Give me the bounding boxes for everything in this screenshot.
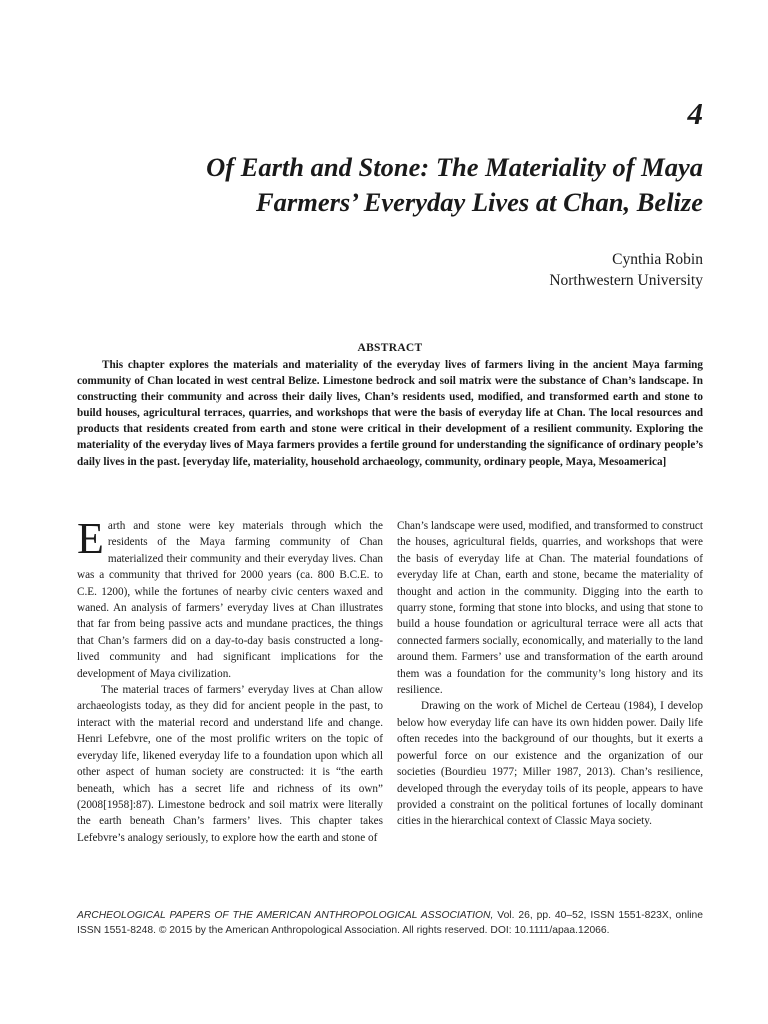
right-column <box>397 518 703 846</box>
author-block <box>549 249 703 291</box>
author-affiliation: Northwestern University <box>549 272 703 289</box>
journal-name: ARCHEOLOGICAL PAPERS OF THE AMERICAN ANTHROPOLOGICAL ASSOCIATION, <box>77 910 494 921</box>
chapter-title <box>63 150 703 220</box>
chapter-title-line-2: Farmers’ Everyday Lives at Chan, Belize <box>255 187 703 217</box>
chapter-title-line-1: Of Earth and Stone: The Materiality of Maya <box>206 152 703 182</box>
chapter-number: 4 <box>687 96 703 131</box>
author-name: Cynthia Robin <box>612 251 703 268</box>
drop-cap: E <box>77 514 104 563</box>
left-column <box>77 514 383 846</box>
body-paragraph: The material traces of farmers’ everyday lives at Chan allow archaeologists today, as they did for ancient people in the past, to interact with the material record and understand life and change. Henri Lefebvre, one of the most prolific writers on the topic of everyday life, likened everyday life to a foundation upon which all other aspect of human society are constructed: it is “the earth beneath, which has a secret life and richness of its own” (2008[1958]:87). Limestone bedrock and soil matrix were literally the earth beneath Chan’s farmers’ lives. This chapter takes Lefebvre’s analogy seriously, to explore how the earth and stone of <box>77 684 383 844</box>
body-columns <box>77 514 703 846</box>
body-paragraph: Drawing on the work of Michel de Certeau (1984), I develop below how everyday life can have its own hidden power. Daily life often recedes into the background of our thoughts, but it exerts a powerful force on our existence and the organization of our societies (Bourdieu 1977; Miller 1987, 2013). Chan’s resilience, developed through the everyday toils of its people, appears to have provided a constraint on the political fortunes of locally dominant cities in the hierarchical context of Classic Maya society. <box>397 700 703 828</box>
citation-footer <box>77 909 703 938</box>
abstract-body: This chapter explores the materials and materiality of the everyday lives of farmers living in the ancient Maya farming community of Chan located in west central Belize. Limestone bedrock and soil matrix were the substance of Chan’s landscape. In constructing their community and across their daily lives, Chan’s residents used, modified, and transformed earth and stone to build houses, agricultural terraces, quarries, and workshops that were the basis of everyday life at Chan. The local resources and products that residents created from earth and stone were critical in their development of a resilient community. Exploring the materiality of the everyday lives of Maya farmers provides a fertile ground for understanding the significance of ordinary people’s daily lives in the past. [everyday life, materiality, household archaeology, community, ordinary people, Maya, Mesoamerica] <box>77 359 703 468</box>
citation-details: Vol. 26, pp. 40–52, ISSN 1551-823X, online ISSN 1551-8248. © 2015 by the American Anthropological Association. All rights reserved. DOI: 10.1111/apaa.12066. <box>77 910 703 936</box>
abstract-heading: ABSTRACT <box>357 342 423 354</box>
abstract <box>77 340 703 470</box>
paragraph-text: arth and stone were key materials through which the residents of the Maya farming community of Chan materialized their community and their everyday lives. Chan was a community that thrived for 2000 years (ca. 800 B.C.E. to C.E. 1200), while the fortunes of nearby civic centers waxed and waned. An analysis of farmers’ everyday lives at Chan illustrates that far from being passive acts and mundane practices, the things that Chan’s farmers did on a day-to-day basis constructed a long-lived community and had significant implications for the development of Maya civilization. <box>77 520 383 680</box>
body-paragraph <box>77 514 383 682</box>
body-paragraph: Chan’s landscape were used, modified, and transformed to construct the houses, agricultural fields, quarries, and workshops that were the basis of everyday life at Chan. The material foundations of everyday life at Chan, earth and stone, became the materiality of thought and action in the community. Digging into the earth to quarry stone, forming that stone into blocks, and using that stone to build a house foundation or agricultural terrace were all acts that connected farmers socially, economically, and materially to the land around them. Farmers’ use and transformation of the earth around them was a foundation for the community’s long history and its resilience. <box>397 520 703 697</box>
